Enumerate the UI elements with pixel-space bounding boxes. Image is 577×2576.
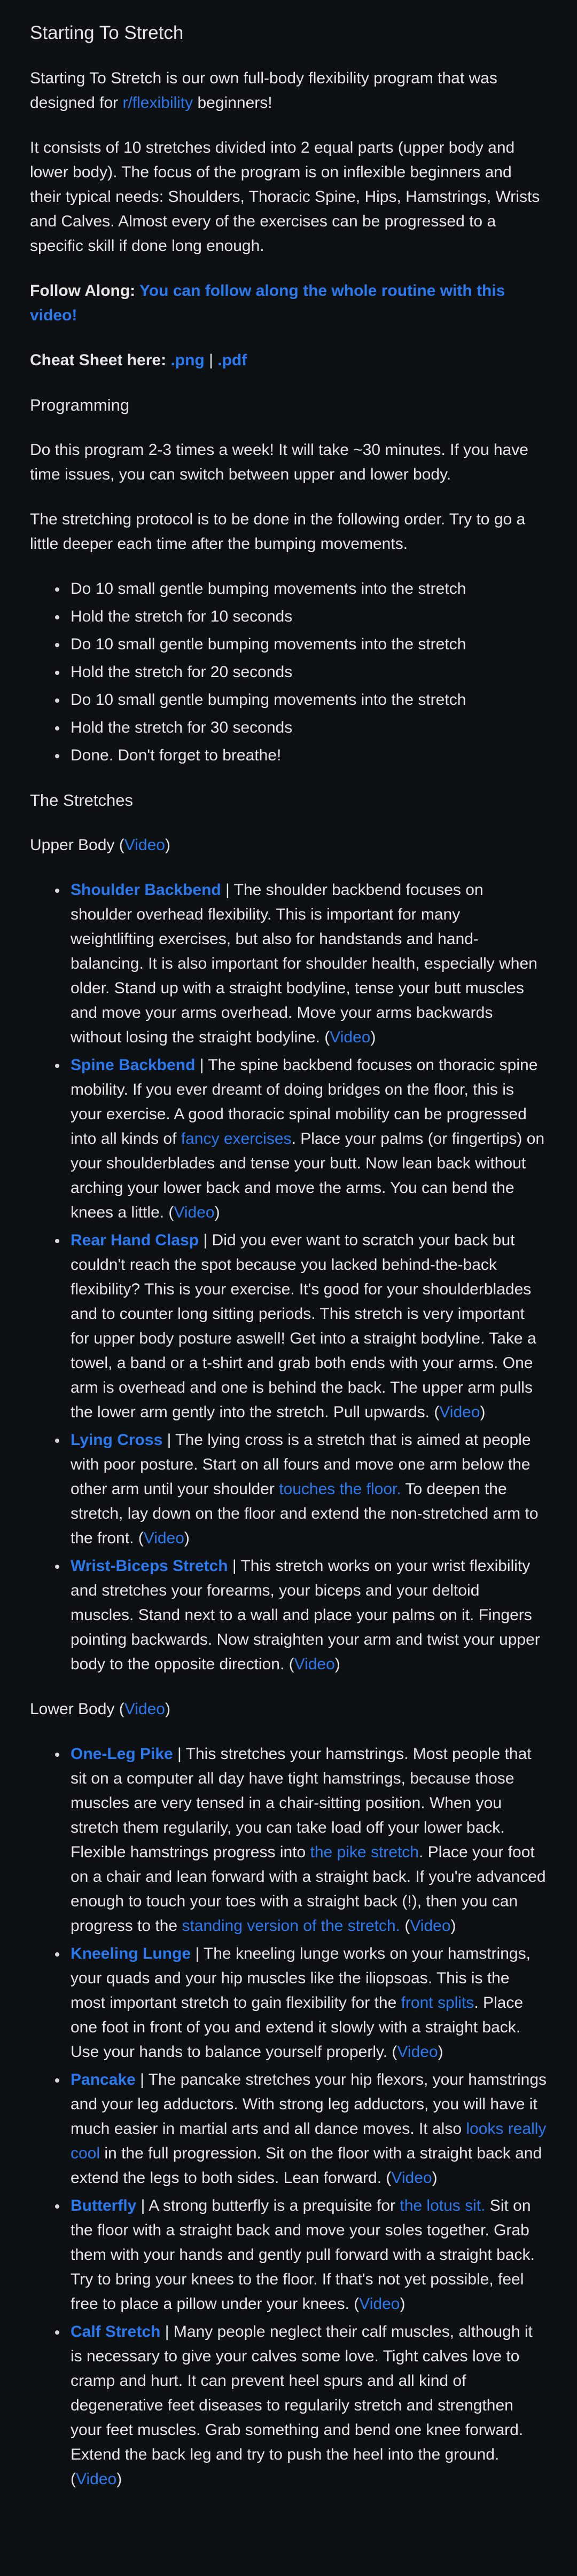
text-run: | This stretches your hamstrings. Most people that sit on a computer all day have tight hamstrings, because those muscles are very tensed in a chair-sitting position. When you stretch them regularily, you can take load off your lower back. Flexible hamstrings progress into — [71, 1745, 532, 1861]
text-run: Hold the stretch for 10 seconds — [71, 608, 293, 625]
stretch-name-link[interactable]: .pdf — [217, 351, 247, 369]
list-item — [67, 1942, 547, 2064]
text-run: Sit on the floor with a straight back and move your soles together. Grab them with your hands and gently pull forward with a straight back. Try to bring your knees to the floor. If that's not yet possible, feel free to place a pillow under your knees. ( — [71, 2197, 535, 2313]
text-run: | The shoulder backbend focuses on shoulder overhead flexibility. This is important for many weightlifting exercises, but also for handstands and hand-balancing. It is also important for shoulder health, especially when older. Stand up with a straight bodyline, tense your butt muscles and move your arms overhead. Move your arms backwards without losing the straight bodyline. ( — [71, 881, 537, 1046]
list-item — [67, 2068, 547, 2190]
text-run: beginners! — [193, 94, 272, 112]
text-run: ( — [400, 1917, 410, 1935]
inline-link[interactable]: Video — [359, 2295, 400, 2313]
text-run: | The spine backbend focuses on thoracic spine mobility. If you ever dreamt of doing bridges on the floor, this is your exercise. A good thoracic spinal mobility can be progressed into all kinds of — [71, 1056, 538, 1148]
stretch-name-link[interactable]: One-Leg Pike — [71, 1745, 173, 1763]
text-run: . Place your foot on a chair and lean forward with a straight back. If you're advanced enough to touch your toes with a straight back (!), then you can progress to the — [71, 1843, 546, 1935]
text-run: | — [204, 351, 218, 369]
intro-paragraph — [30, 66, 547, 115]
text-run: | The kneeling lunge works on your hamstrings, your quads and your hip muscles like the iliopsoas. This is the most important stretch to gain flexibility for the — [71, 1945, 531, 2012]
text-run: Starting To Stretch is our own full-body flexibility program that was designed for — [30, 69, 497, 112]
programming-paragraph-frequency — [30, 438, 547, 487]
inline-link[interactable]: standing version of the stretch. — [182, 1917, 401, 1935]
inline-link[interactable]: Video — [174, 1204, 215, 1221]
inline-link[interactable]: r/flexibility — [122, 94, 193, 112]
list-item — [67, 660, 547, 685]
text-run: . Place your palms (or fingertips) on your shoulderblades and tense your butt. Now lean back without arching your lower back and move the arms. You can bend the knees a little. ( — [71, 1130, 545, 1221]
text-run: Upper Body ( — [30, 836, 124, 854]
text-run: ) — [165, 836, 170, 854]
text-run: Follow Along: — [30, 282, 139, 300]
text-run: | Many people neglect their calf muscles, although it is necessary to give your calves some love. Tight calves love to cramp and hurt. It can prevent heel spurs and all kind of degenerative feet diseases to regularily stretch and strengthen your feet muscles. Grab something and bend one knee forward. Extend the back leg and try to push the heel into the ground. ( — [71, 2323, 533, 2488]
text-run: ) — [334, 1655, 340, 1673]
text-run: Do this program 2-3 times a week! It will take ~30 minutes. If you have time issues, you can switch between upper and lower body. — [30, 441, 528, 483]
stretch-name-link[interactable]: Kneeling Lunge — [71, 1945, 191, 1962]
list-item — [67, 2194, 547, 2316]
text-run: The stretching protocol is to be done in the following order. Try to go a little deeper each time after the bumping movements. — [30, 511, 526, 553]
text-run: ) — [400, 2295, 406, 2313]
lower-body-heading-line — [30, 1697, 547, 1722]
text-run: | The pancake stretches your hip flexors, your hamstrings and your leg adductors. With strong leg adductors, you will have it much easier in martial arts and all dance moves. It also — [71, 2071, 547, 2138]
text-run: Do 10 small gentle bumping movements into the stretch — [71, 580, 466, 598]
upper-body-stretch-list — [30, 878, 547, 1677]
list-item — [67, 1428, 547, 1551]
inline-link[interactable]: Video — [76, 2470, 117, 2488]
list-item — [67, 688, 547, 712]
text-run: in the full progression. Sit on the floor with a straight back and extend the legs to both sides. Lean forward. ( — [71, 2145, 542, 2187]
text-run: ) — [450, 1917, 456, 1935]
stretch-name-link[interactable]: Shoulder Backbend — [71, 881, 221, 899]
follow-along-line — [30, 279, 547, 328]
text-run: Cheat Sheet here: — [30, 351, 171, 369]
list-item — [67, 577, 547, 601]
inline-link[interactable]: the pike stretch — [310, 1843, 419, 1861]
upper-body-heading-line — [30, 833, 547, 858]
inline-link[interactable]: Video — [410, 1917, 451, 1935]
inline-link[interactable]: Video — [391, 2169, 432, 2187]
text-run: Do 10 small gentle bumping movements into the stretch — [71, 635, 466, 653]
text-run: | A strong butterfly is a prequisite for — [136, 2197, 400, 2214]
text-run: ) — [214, 1204, 220, 1221]
heading-the-stretches: The Stretches — [30, 791, 133, 810]
list-item — [67, 878, 547, 1050]
stretch-name-link[interactable]: .png — [170, 351, 205, 369]
inline-link[interactable]: front splits — [401, 1994, 474, 2012]
text-run: ) — [165, 1700, 170, 1718]
inline-link[interactable]: Video — [397, 2043, 438, 2061]
stretch-name-link[interactable]: Spine Backbend — [71, 1056, 196, 1074]
inline-link[interactable]: fancy exercises — [181, 1130, 292, 1148]
inline-link[interactable]: looks really cool — [71, 2120, 547, 2162]
text-run: | The lying cross is a stretch that is aimed at people with poor posture. Start on all fours and move one arm below the other arm until your shoulder — [71, 1431, 531, 1498]
text-run: ) — [370, 1028, 376, 1046]
overview-paragraph — [30, 136, 547, 258]
inline-link[interactable]: touches the floor. — [279, 1480, 401, 1498]
text-run: . Place one foot in front of you and extend it slowly with a straight back. Use your hands to balance yourself properly. ( — [71, 1994, 524, 2061]
text-run: Done. Don't forget to breathe! — [71, 747, 282, 764]
cheat-sheet-line — [30, 348, 547, 373]
list-item — [67, 716, 547, 740]
text-run: ) — [184, 1529, 190, 1547]
lower-body-stretch-list — [30, 1742, 547, 2492]
text-run: ) — [116, 2470, 122, 2488]
list-item — [67, 1228, 547, 1425]
stretch-name-link[interactable]: Rear Hand Clasp — [71, 1231, 199, 1249]
text-run: Hold the stretch for 30 seconds — [71, 719, 293, 736]
text-run: ) — [480, 1403, 486, 1421]
text-run: | Did you ever want to scratch your back but couldn't reach the spot because you lacked behind-the-back flexibility? This is your exercise. It's good for your shoulderblades and to counter long sitting periods. This stretch is very important for upper body posture aswell! Get into a straight bodyline. Take a towel, a band or a t-shirt and grab both ends with your arms. One arm is overhead and one is behind the back. The upper arm pulls the lower arm gently into the stretch. Pull upwards. ( — [71, 1231, 536, 1421]
text-run: | This stretch works on your wrist flexibility and stretches your forearms, your biceps and your deltoid muscles. Stand next to a wall and place your palms on it. Fingers pointing backwards. Now straighten your arm and twist your upper body to the opposite direction. ( — [71, 1557, 540, 1673]
stretch-name-link[interactable]: Pancake — [71, 2071, 136, 2088]
inline-link[interactable]: the lotus sit. — [400, 2197, 486, 2214]
list-item — [67, 1554, 547, 1677]
inline-link[interactable]: Video — [439, 1403, 480, 1421]
stretch-name-link[interactable]: Wrist-Biceps Stretch — [71, 1557, 228, 1575]
text-run: ) — [432, 2169, 438, 2187]
text-run: ) — [438, 2043, 443, 2061]
list-item — [67, 604, 547, 629]
inline-link[interactable]: Video — [124, 836, 165, 854]
inline-link[interactable]: Video — [143, 1529, 184, 1547]
inline-link[interactable]: Video — [294, 1655, 335, 1673]
inline-link[interactable]: Video — [330, 1028, 371, 1046]
stretch-name-link[interactable]: Butterfly — [71, 2197, 137, 2214]
page-title: Starting To Stretch — [30, 22, 184, 43]
list-item — [67, 2320, 547, 2492]
list-item — [67, 743, 547, 768]
text-run: Lower Body ( — [30, 1700, 124, 1718]
text-run: Do 10 small gentle bumping movements into the stretch — [71, 691, 466, 709]
heading-programming: Programming — [30, 396, 130, 414]
stretch-name-link[interactable]: Lying Cross — [71, 1431, 163, 1449]
text-run: Hold the stretch for 20 seconds — [71, 663, 293, 681]
stretch-name-link[interactable]: You can follow along the whole routine with this video! — [30, 282, 505, 324]
stretch-name-link[interactable]: Calf Stretch — [71, 2323, 161, 2341]
text-run: It consists of 10 stretches divided into 2 equal parts (upper body and lower body). The focus of the program is on inflexible beginners and their typical needs: Shoulders, Thoracic Spine, Hips, Hamstrings, Wrists and Calves. Almost every of the exercises can be progressed to a specific skill if done long enough. — [30, 139, 540, 255]
protocol-step-list — [30, 577, 547, 768]
list-item — [67, 632, 547, 657]
inline-link[interactable]: Video — [124, 1700, 165, 1718]
programming-paragraph-protocol — [30, 507, 547, 556]
list-item — [67, 1742, 547, 1938]
text-run: To deepen the stretch, lay down on the floor and extend the non-stretched arm to the front. ( — [71, 1480, 539, 1547]
list-item — [67, 1053, 547, 1225]
